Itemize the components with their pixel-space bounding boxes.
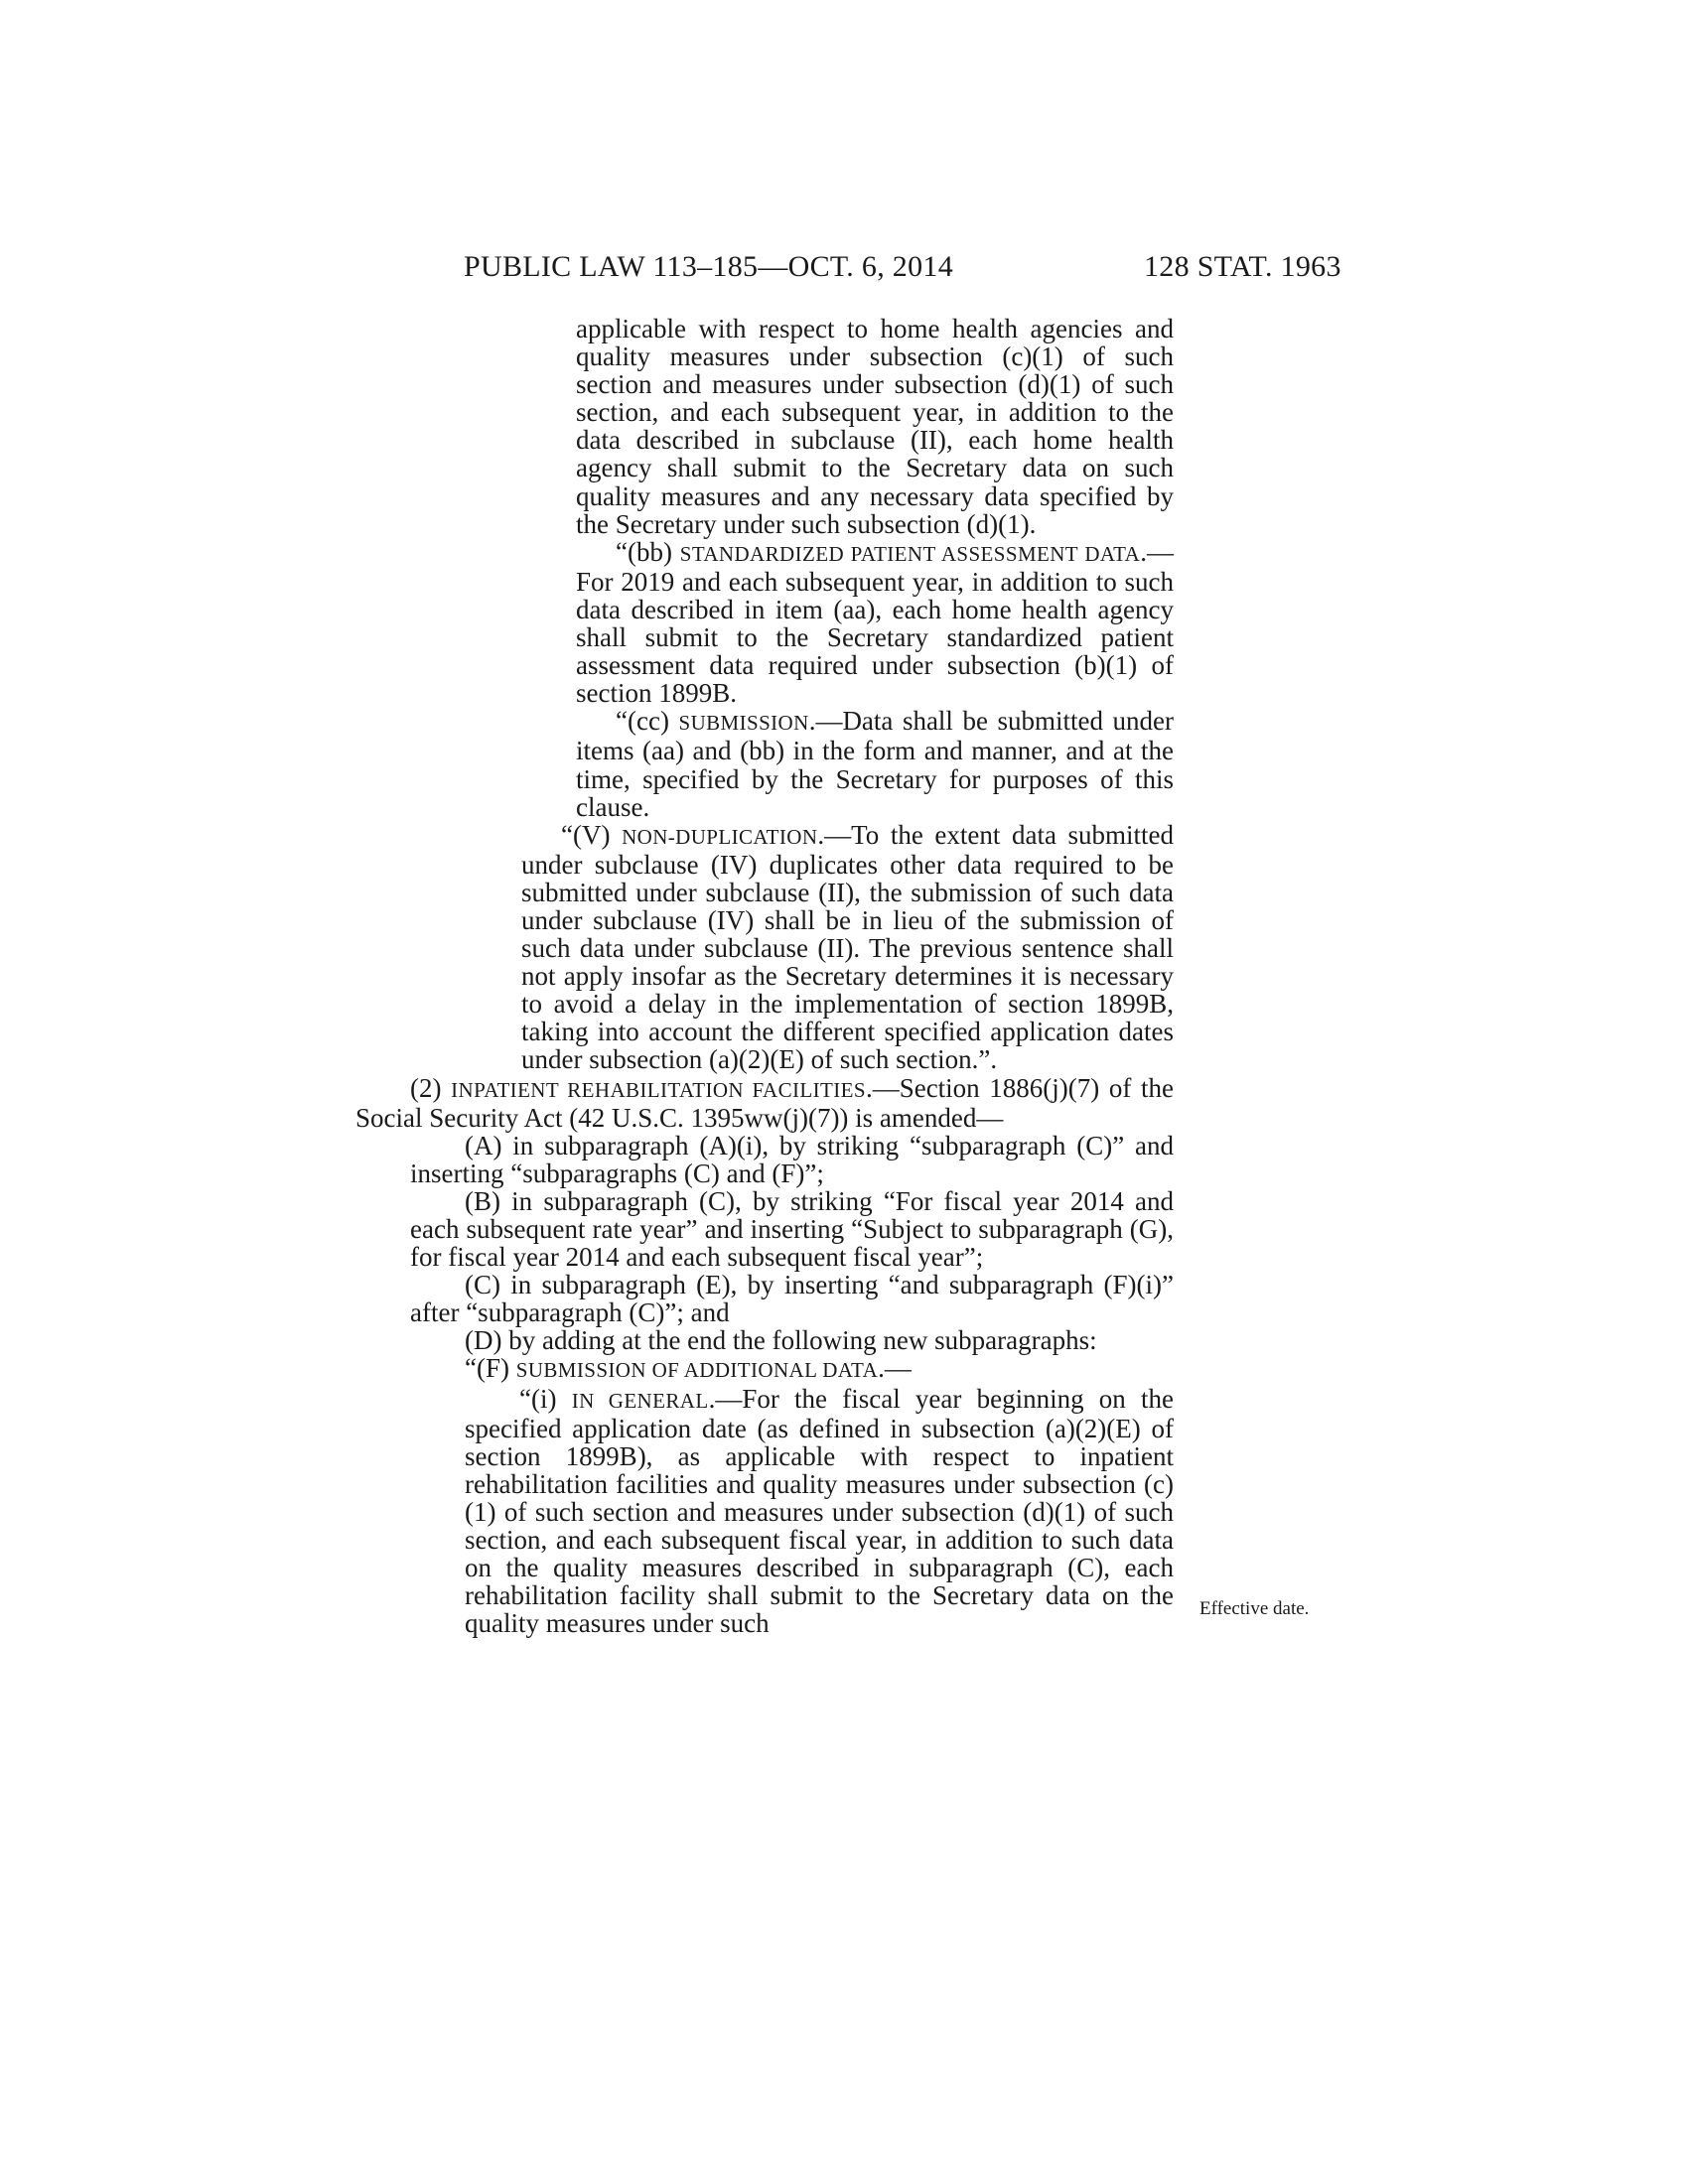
- item-heading: IN GENERAL: [571, 1388, 709, 1413]
- item-text: .—Section 1886(j)(7) of the Social Security Act (42 U.S.C. 1395ww(j)(7)) is amended—: [355, 1072, 1174, 1133]
- page-number-stat: 128 STAT. 1963: [1144, 250, 1341, 283]
- margin-note-effective-date: Effective date.: [1199, 1598, 1310, 1619]
- item-heading: SUBMISSION OF ADDITIONAL DATA: [515, 1358, 879, 1383]
- paragraph-item-bb: [576, 538, 1174, 708]
- statute-body: [0, 315, 1688, 1637]
- item-text: .—Data shall be submitted under items (aa) and (bb) in the form and manner, and at the time, specified by the Secretary for purposes of this clause.: [576, 706, 1175, 822]
- item-lead: (2): [410, 1072, 452, 1103]
- running-header-title: PUBLIC LAW 113–185—OCT. 6, 2014: [464, 250, 954, 283]
- paragraph-continuation: applicable with respect to home health agencies and quality measures under subsection (c)(1) of such section and measures under subsection (d)(1) of such section, and each subsequent year, in addition to the data described in subclause (II), each home health agency shall submit to the Secretary data on such quality measures and any necessary data specified by the Secretary under such subsection (d)(1).: [576, 314, 1174, 539]
- paragraph-clause-i: [465, 1385, 1174, 1638]
- item-text: .—: [878, 1353, 912, 1384]
- paragraph-a: (A) in subparagraph (A)(i), by striking “subparagraph (C)” and inserting “subparagraphs (C) and (F)”;: [410, 1130, 1174, 1188]
- paragraph-2-inpatient: [355, 1074, 1174, 1132]
- paragraph-c: (C) in subparagraph (E), by inserting “and subparagraph (F)(i)” after “subparagraph (C)”; and: [410, 1270, 1174, 1328]
- item-heading: INPATIENT REHABILITATION FACILITIES: [451, 1077, 866, 1102]
- item-heading: NON-DUPLICATION: [622, 824, 818, 849]
- item-lead: “(i): [519, 1383, 572, 1414]
- item-lead: “(F): [465, 1353, 516, 1384]
- item-lead: “(V): [561, 819, 623, 850]
- item-text: .—To the extent data submitted under subclause (IV) duplicates other data required to be submitted under subclause (II), the submission of such data under subclause (IV) shall be in lieu of the submission of such data under subclause (II). The previous sentence shall not apply insofar as the Secretary determines it is necessary to avoid a delay in the implementation of section 1899B, taking into account the different specified application dates under subsection (a)(2)(E) of such section.”.: [521, 819, 1175, 1075]
- item-heading: STANDARDIZED PATIENT ASSESSMENT DATA: [679, 541, 1141, 566]
- paragraph-d: (D) by adding at the end the following new subparagraphs:: [465, 1325, 1097, 1356]
- item-lead: “(bb): [616, 536, 680, 567]
- item-text: .—For the fiscal year beginning on the specified application date (as defined in subsection (a)(2)(E) of section 1899B), as applicable with respect to inpatient rehabilitation facilities and quality measures under subsection (c)(1) of such section and measures under subsection (d)(1) of such section, and each subsequent fiscal year, in addition to such data on the quality measures described in subparagraph (C), each rehabilitation facility shall submit to the Secretary data on the quality measures under such: [465, 1383, 1174, 1639]
- item-lead: “(cc): [616, 706, 679, 737]
- item-text: .—For 2019 and each subsequent year, in addition to such data described in item (aa), each home health agency shall submit to the Secretary standardized patient assessment data required under subsection (b)(1) of section 1899B.: [576, 536, 1174, 709]
- paragraph-b: (B) in subparagraph (C), by striking “For fiscal year 2014 and each subsequent rate year” and inserting “Subject to subparagraph (G), for fiscal year 2014 and each subsequent fiscal year”;: [410, 1185, 1174, 1273]
- paragraph-item-cc: [576, 707, 1174, 820]
- paragraph-subclause-v: [521, 821, 1174, 1074]
- item-heading: SUBMISSION: [678, 711, 809, 736]
- paragraph-subparagraph-f: [410, 1354, 1174, 1384]
